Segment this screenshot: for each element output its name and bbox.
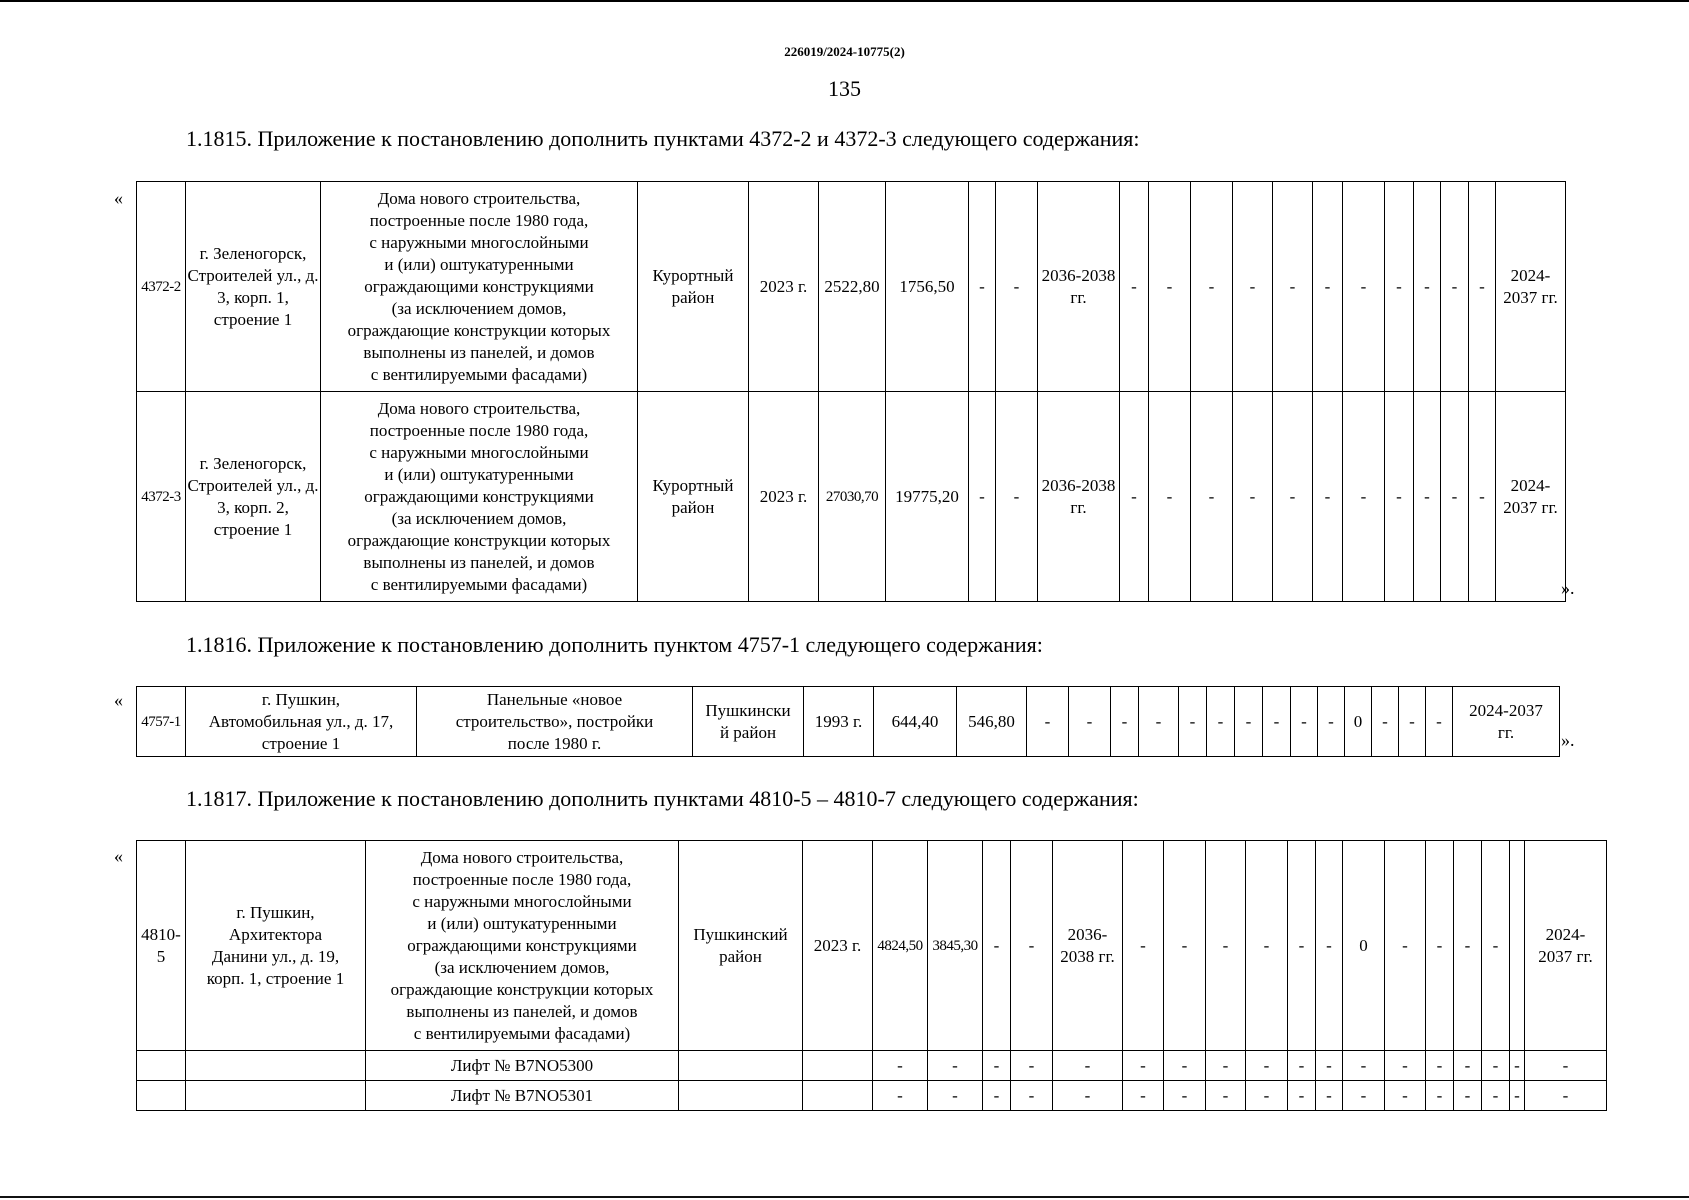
value-cell: -	[1123, 1051, 1164, 1081]
value-cell: -	[1525, 1051, 1607, 1081]
value-cell: -	[1011, 1051, 1053, 1081]
value-cell: -	[1164, 1081, 1206, 1111]
value-cell: -	[1510, 1051, 1525, 1081]
value-cell: -	[1027, 687, 1069, 757]
table-row	[137, 1081, 1607, 1111]
value-cell: -	[1426, 687, 1453, 757]
value-cell: -	[1164, 841, 1206, 1051]
address-cell: г. Пушкин, Архитектора Данини ул., д. 19, корп. 1, строение 1	[186, 841, 366, 1051]
living-area-cell: 1756,50	[886, 182, 969, 392]
table-1817	[136, 840, 1607, 1111]
value-cell: -	[1343, 1051, 1385, 1081]
value-cell: -	[1246, 1051, 1288, 1081]
value-cell: -	[873, 1051, 928, 1081]
value-cell: -	[1288, 841, 1316, 1051]
table-row	[137, 392, 1566, 602]
value-cell: -	[1316, 841, 1343, 1051]
value-cell: -	[928, 1081, 983, 1111]
value-cell: -	[1069, 687, 1111, 757]
value-cell: -	[996, 392, 1038, 602]
value-cell: -	[1399, 687, 1426, 757]
value-cell: -	[1011, 841, 1053, 1051]
value-cell: -	[1206, 841, 1246, 1051]
value-cell: -	[1149, 392, 1191, 602]
empty-cell	[803, 1081, 873, 1111]
value-cell: 0	[1345, 687, 1372, 757]
value-cell: -	[1469, 182, 1496, 392]
value-cell: -	[1273, 392, 1313, 602]
value-cell: -	[983, 1081, 1011, 1111]
section-heading-1817: 1.1817. Приложение к постановлению дополнить пунктами 4810-5 – 4810-7 следующего содержания:	[186, 786, 1139, 811]
value-cell: -	[1372, 687, 1399, 757]
building-description-cell: Панельные «новое строительство», постройки после 1980 г.	[417, 687, 693, 757]
value-cell: -	[1273, 182, 1313, 392]
district-cell: Курортный район	[638, 392, 749, 602]
value-cell: -	[1469, 392, 1496, 602]
year-cell: 2023 г.	[749, 392, 819, 602]
value-cell: -	[1318, 687, 1345, 757]
section-heading-1816: 1.1816. Приложение к постановлению дополнить пунктом 4757-1 следующего содержания:	[186, 632, 1043, 657]
repair-period-cell: 2036- 2038 гг.	[1053, 841, 1123, 1051]
value-cell: -	[1414, 392, 1441, 602]
bottom-border-line	[0, 1196, 1689, 1198]
value-cell: -	[1149, 182, 1191, 392]
value-cell: -	[1454, 1051, 1482, 1081]
value-cell: -	[1441, 392, 1469, 602]
value-cell: -	[983, 841, 1011, 1051]
value-cell: -	[1011, 1081, 1053, 1111]
elevator-label-cell: Лифт № В7NO5300	[366, 1051, 679, 1081]
value-cell: -	[1139, 687, 1179, 757]
table-1815	[136, 181, 1566, 602]
repair-period-cell: 2036-2038 гг.	[1038, 392, 1120, 602]
program-period-cell: 2024- 2037 гг.	[1525, 841, 1607, 1051]
open-quote: «	[114, 846, 123, 866]
value-cell: -	[1343, 182, 1385, 392]
value-cell: 0	[1343, 841, 1385, 1051]
empty-cell	[186, 1051, 366, 1081]
document-number: 226019/2024-10775(2)	[784, 44, 905, 59]
value-cell: -	[1426, 1051, 1454, 1081]
district-cell: Курортный район	[638, 182, 749, 392]
value-cell: -	[928, 1051, 983, 1081]
value-cell: -	[1385, 1081, 1426, 1111]
empty-cell	[137, 1051, 186, 1081]
close-quote: ».	[1561, 578, 1575, 598]
value-cell: -	[1246, 1081, 1288, 1111]
value-cell: -	[1123, 1081, 1164, 1111]
value-cell: -	[1179, 687, 1207, 757]
row-number: 4372-3	[137, 392, 186, 602]
value-cell: -	[1414, 182, 1441, 392]
value-cell: -	[1343, 392, 1385, 602]
value-cell: -	[1233, 392, 1273, 602]
value-cell: -	[1385, 392, 1414, 602]
empty-cell	[679, 1081, 803, 1111]
value-cell: -	[1441, 182, 1469, 392]
total-area-cell: 4824,50	[873, 841, 928, 1051]
building-description-cell: Дома нового строительства, построенные после 1980 года, с наружными многослойными и (или) оштукатуренными ограждающими конструкциями (за исключением домов, ограждающие конструкции которых выполнены из панелей, и домов с вентилируемыми фасадами)	[366, 841, 679, 1051]
address-cell: г. Зеленогорск, Строителей ул., д. 3, корп. 1, строение 1	[186, 182, 321, 392]
value-cell: -	[1316, 1081, 1343, 1111]
table-row	[137, 1051, 1607, 1081]
value-cell: -	[1191, 182, 1233, 392]
value-cell: -	[1120, 392, 1149, 602]
value-cell: -	[1385, 841, 1426, 1051]
table-row	[137, 841, 1607, 1051]
open-quote: «	[114, 690, 123, 710]
row-number: 4372-2	[137, 182, 186, 392]
value-cell: -	[873, 1081, 928, 1111]
repair-period-cell: 2036-2038 гг.	[1038, 182, 1120, 392]
year-cell: 2023 г.	[803, 841, 873, 1051]
row-number: 4757-1	[137, 687, 186, 757]
address-cell: г. Зеленогорск, Строителей ул., д. 3, корп. 2, строение 1	[186, 392, 321, 602]
value-cell: -	[1288, 1081, 1316, 1111]
table-row	[137, 687, 1560, 757]
value-cell: -	[983, 1051, 1011, 1081]
program-period-cell: 2024-2037 гг.	[1453, 687, 1560, 757]
value-cell: -	[1123, 841, 1164, 1051]
value-cell: -	[1316, 1051, 1343, 1081]
value-cell: -	[1385, 1051, 1426, 1081]
value-cell: -	[1191, 392, 1233, 602]
value-cell: -	[1313, 392, 1343, 602]
value-cell: -	[1426, 841, 1454, 1051]
empty-cell	[186, 1081, 366, 1111]
value-cell: -	[1454, 841, 1482, 1051]
value-cell: -	[1207, 687, 1235, 757]
building-description-cell: Дома нового строительства, построенные после 1980 года, с наружными многослойными и (или) оштукатуренными ограждающими конструкциями (за исключением домов, ограждающие конструкции которых выполнены из панелей, и домов с вентилируемыми фасадами)	[321, 182, 638, 392]
value-cell: -	[1053, 1081, 1123, 1111]
elevator-label-cell: Лифт № В7NO5301	[366, 1081, 679, 1111]
open-quote: «	[114, 188, 123, 208]
empty-cell	[803, 1051, 873, 1081]
program-period-cell: 2024-2037 гг.	[1496, 392, 1566, 602]
section-heading-1815: 1.1815. Приложение к постановлению дополнить пунктами 4372-2 и 4372-3 следующего содержания:	[186, 126, 1140, 151]
value-cell: -	[1233, 182, 1273, 392]
value-cell: -	[1288, 1051, 1316, 1081]
living-area-cell: 3845,30	[928, 841, 983, 1051]
table-1816	[136, 686, 1560, 757]
value-cell: -	[1482, 1081, 1510, 1111]
value-cell: -	[1385, 182, 1414, 392]
value-cell: -	[1246, 841, 1288, 1051]
empty-cell	[679, 1051, 803, 1081]
value-cell	[1510, 841, 1525, 1051]
value-cell: -	[1164, 1051, 1206, 1081]
living-area-cell: 546,80	[957, 687, 1027, 757]
page-number: 135	[828, 76, 861, 101]
value-cell: -	[1111, 687, 1139, 757]
value-cell: -	[1053, 1051, 1123, 1081]
empty-cell	[137, 1081, 186, 1111]
living-area-cell: 19775,20	[886, 392, 969, 602]
value-cell: -	[1206, 1081, 1246, 1111]
district-cell: Пушкински й район	[693, 687, 804, 757]
value-cell: -	[1120, 182, 1149, 392]
table-row	[137, 182, 1566, 392]
value-cell: -	[1206, 1051, 1246, 1081]
value-cell: -	[1454, 1081, 1482, 1111]
value-cell: -	[969, 392, 996, 602]
total-area-cell: 644,40	[874, 687, 957, 757]
year-cell: 1993 г.	[804, 687, 874, 757]
row-number: 4810- 5	[137, 841, 186, 1051]
close-quote: ».	[1561, 730, 1575, 750]
value-cell: -	[1263, 687, 1291, 757]
value-cell: -	[996, 182, 1038, 392]
building-description-cell: Дома нового строительства, построенные после 1980 года, с наружными многослойными и (или) оштукатуренными ограждающими конструкциями (за исключением домов, ограждающие конструкции которых выполнены из панелей, и домов с вентилируемыми фасадами)	[321, 392, 638, 602]
value-cell: -	[1313, 182, 1343, 392]
total-area-cell: 27030,70	[819, 392, 886, 602]
value-cell: -	[1426, 1081, 1454, 1111]
value-cell: -	[1343, 1081, 1385, 1111]
value-cell: -	[1235, 687, 1263, 757]
value-cell: -	[1482, 1051, 1510, 1081]
value-cell: -	[1482, 841, 1510, 1051]
value-cell: -	[1510, 1081, 1525, 1111]
top-border-line	[0, 0, 1689, 2]
program-period-cell: 2024-2037 гг.	[1496, 182, 1566, 392]
year-cell: 2023 г.	[749, 182, 819, 392]
total-area-cell: 2522,80	[819, 182, 886, 392]
district-cell: Пушкинский район	[679, 841, 803, 1051]
value-cell: -	[969, 182, 996, 392]
value-cell: -	[1291, 687, 1318, 757]
address-cell: г. Пушкин, Автомобильная ул., д. 17, строение 1	[186, 687, 417, 757]
value-cell: -	[1525, 1081, 1607, 1111]
